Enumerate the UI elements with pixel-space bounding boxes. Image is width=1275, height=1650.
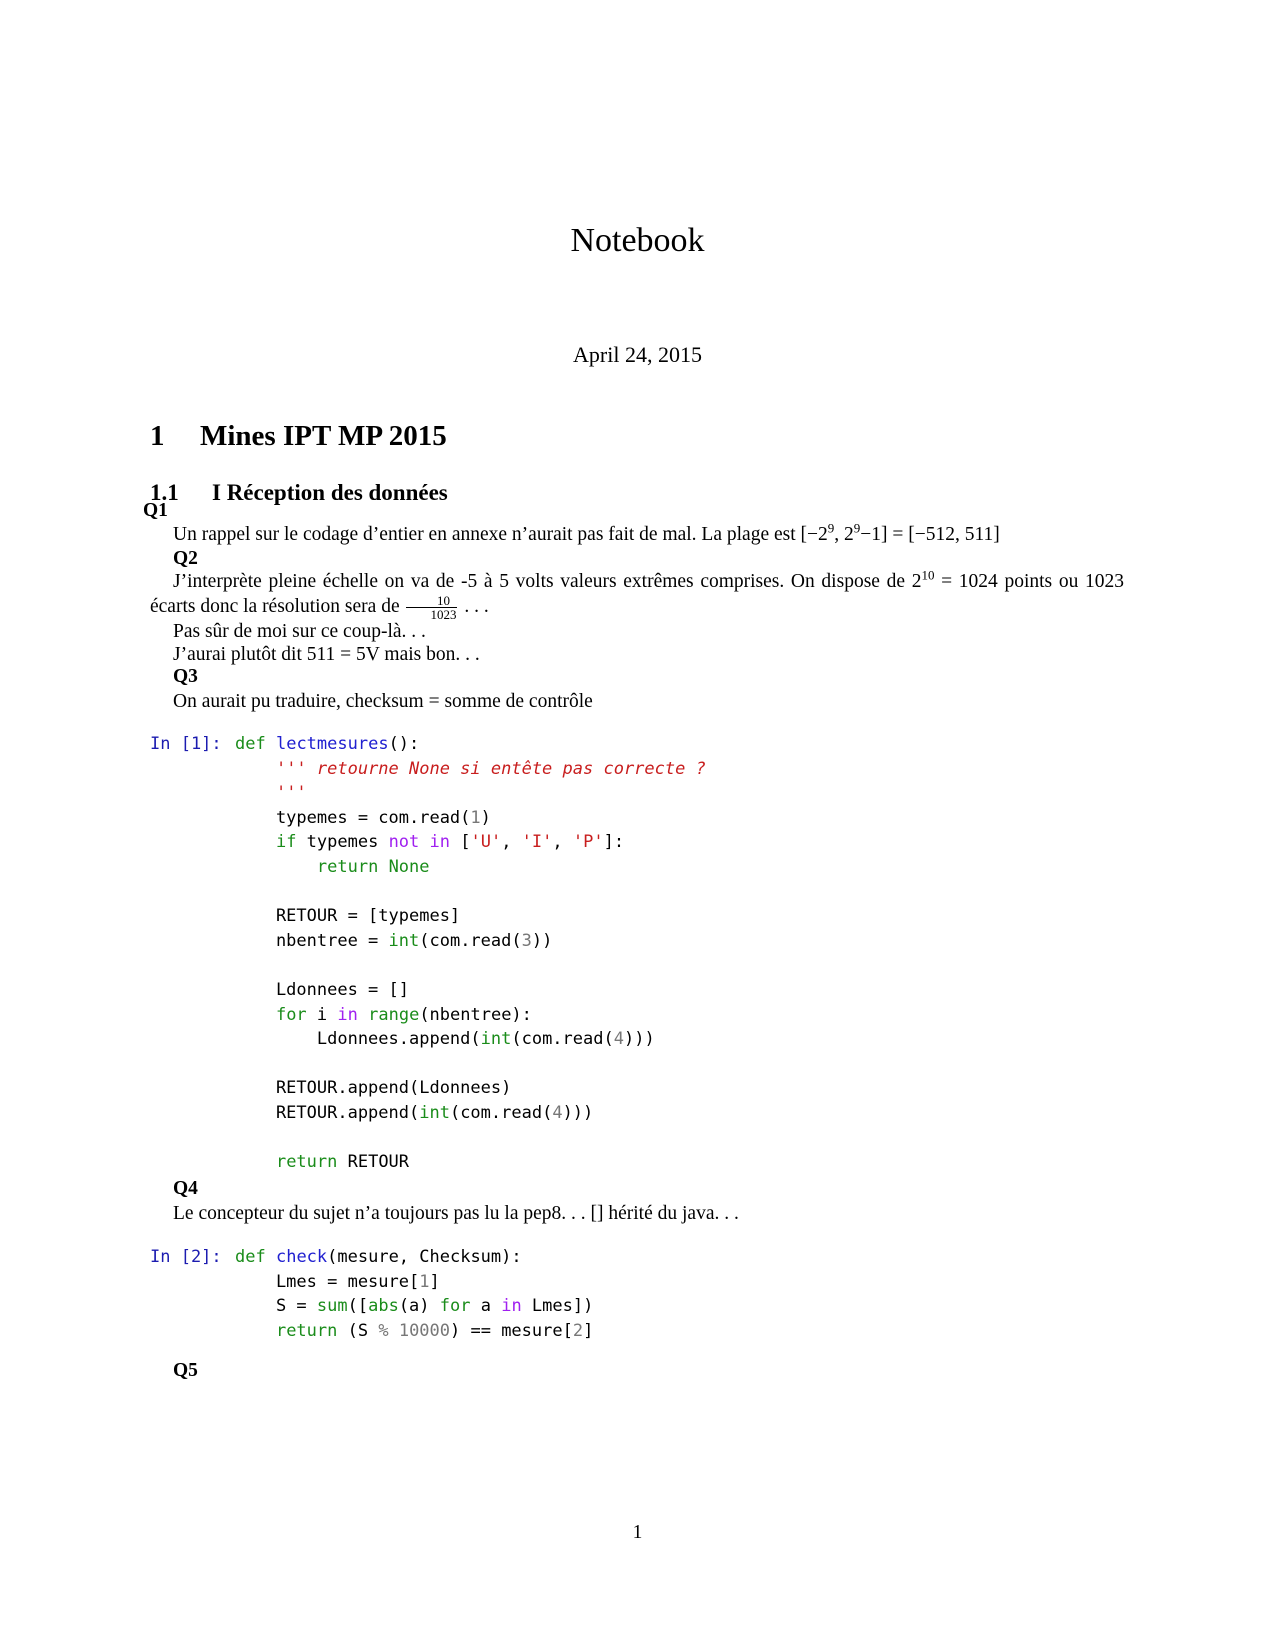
cell2-code[interactable]: def check(mesure, Checksum): Lmes = mesure[1] S = sum([abs(a) for a in Lmes]) return (S % 10000) == mesure[2] [235,1247,594,1341]
page-number: 1 [632,1522,643,1543]
cell1-code[interactable]: def lectmesures(): ''' retourne None si entête pas correcte ? ''' typemes = com.read(1) if typemes not in ['U', 'I', 'P']: return None RETOUR = [typemes] nbentree = int(com.read(3)) Ldonnees = [] for i in range(nbentree): Ldonnees.append(int(com.read(4))) RETOUR.append(Ldonnees) RETOUR.append(int(com.read(4))) return RETOUR [235,734,706,1173]
q1-exp1: 9 [827,520,835,536]
q2-fraction [406,594,457,621]
q1-text-end: −1] = [−512, 511] [860,524,1000,545]
q2-paragraph [150,567,1124,622]
document-date: April 24, 2015 [573,342,702,367]
section-title: Mines IPT MP 2015 [200,420,447,452]
q1-text-a: Un rappel sur le codage d’entier en annexe n’aurait pas fait de mal. La plage est [−2 [173,524,828,545]
subsection-number: 1.1 [150,480,179,505]
q4-text: Le concepteur du sujet n’a toujours pas lu la pep8. . . [] hérité du java. . . [173,1203,739,1224]
q2-text-b: = 1024 points ou 1023 écarts donc la résolution sera de [150,571,1124,617]
q1-text [173,520,1000,547]
subsection-title: I Réception des données [212,480,448,505]
q3-label: Q3 [173,666,198,687]
section-number: 1 [150,420,165,452]
q3-text: On aurait pu traduire, checksum = somme de contrôle [173,691,593,712]
q2-line3: J’aurai plutôt dit 511 = 5V mais bon. . . [173,644,480,665]
q2-frac-num: 10 [406,594,457,608]
q1-label: Q1 [143,500,168,521]
document-title: Notebook [570,222,705,259]
subsection-heading [150,480,448,506]
cell2-prompt: In [2]: [150,1247,222,1267]
q1-text-mid: , 2 [834,524,854,545]
q2-text-a: J’interprète pleine échelle on va de -5 à 5 volts valeurs extrêmes comprises. On dispose de 2 [173,571,922,592]
q2-text-end: . . . [459,595,489,617]
q4-label: Q4 [173,1178,198,1199]
q2-frac-den: 1023 [430,607,457,622]
section-heading [150,420,447,453]
q2-exp: 10 [921,567,935,583]
q2-label: Q2 [173,548,198,569]
q2-line2: Pas sûr de moi sur ce coup-là. . . [173,621,426,642]
q5-label: Q5 [173,1360,198,1381]
q1-exp2: 9 [853,520,861,536]
cell1-prompt: In [1]: [150,734,222,754]
